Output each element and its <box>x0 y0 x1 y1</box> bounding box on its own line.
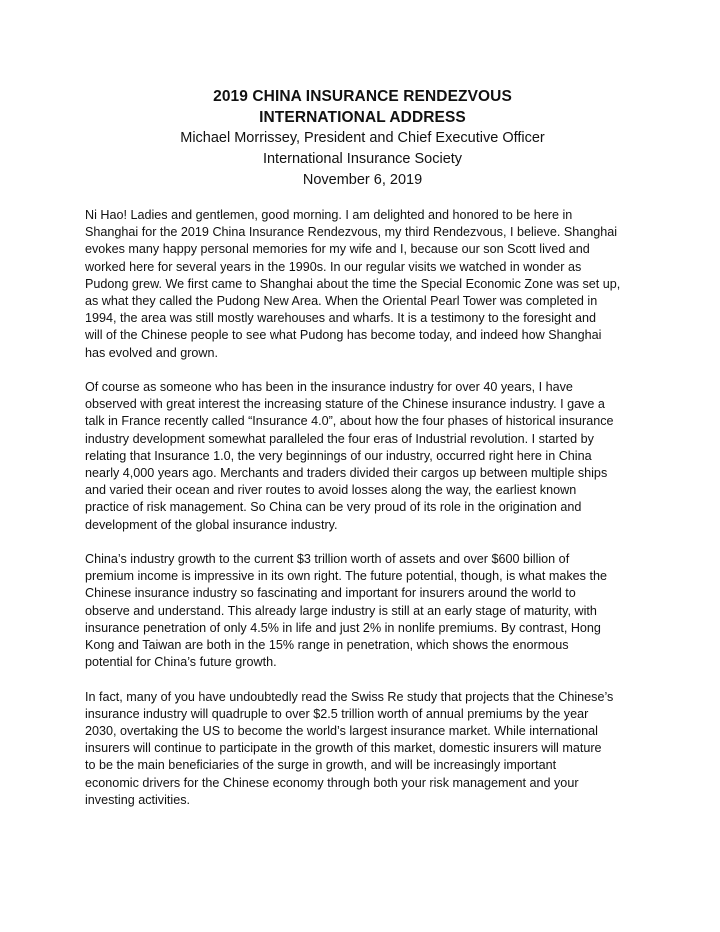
paragraph <box>85 379 640 534</box>
title-line-1: 2019 CHINA INSURANCE RENDEZVOUS <box>213 88 512 105</box>
paragraph <box>85 551 640 671</box>
paragraph-line: potential for China’s future growth. <box>85 655 277 670</box>
paragraph-line: In fact, many of you have undoubtedly read the Swiss Re study that projects that the Chinese’s <box>85 689 614 704</box>
paragraph-line: China’s industry growth to the current $3 trillion worth of assets and over $600 billion of <box>85 552 570 567</box>
paragraph-line: investing activities. <box>85 792 190 807</box>
paragraph-line: insurance industry will quadruple to over $2.5 trillion worth of annual premiums by the year <box>85 706 589 721</box>
speaker-line: Michael Morrissey, President and Chief Executive Officer <box>180 130 545 146</box>
paragraph-line: will of the Chinese people to see what Pudong has become today, and indeed how Shanghai <box>85 328 602 343</box>
paragraph-line: nearly 4,000 years ago. Merchants and traders divided their cargos up between multiple ships <box>85 466 608 481</box>
paragraph-line: insurers will continue to participate in the growth of this market, domestic insurers will mature <box>85 741 602 756</box>
paragraph <box>85 207 640 362</box>
paragraph-line: economic drivers for the Chinese economy through both your risk management and your <box>85 775 579 790</box>
paragraph-line: worked here for several years in the 1990s. In our regular visits we watched in wonder as <box>85 259 582 274</box>
document-header <box>85 86 640 191</box>
paragraph-line: talk in France recently called “Insurance 4.0”, about how the four phases of historical insurance <box>85 414 614 429</box>
paragraph-line: and varied their ocean and river routes to avoid losses along the way, the earliest known <box>85 483 577 498</box>
paragraph-line: as what they called the Pudong New Area. When the Oriental Pearl Tower was completed in <box>85 294 598 309</box>
paragraph-line: Of course as someone who has been in the insurance industry for over 40 years, I have <box>85 380 573 395</box>
paragraph-line: Shanghai for the 2019 China Insurance Rendezvous, my third Rendezvous, I believe. Shanghai <box>85 225 618 240</box>
paragraph-line: development of the global insurance industry. <box>85 517 338 532</box>
paragraph-line: premium income is impressive in its own right. The future potential, though, is what makes the <box>85 569 607 584</box>
paragraph-line: industry development somewhat paralleled the four eras of Industrial revolution. I started by <box>85 431 594 446</box>
paragraph-line: observed with great interest the increasing stature of the Chinese insurance industry. I gave a <box>85 397 605 412</box>
paragraph-line: observe and understand. This already large industry is still at an early stage of maturity, with <box>85 603 597 618</box>
paragraph-line: has evolved and grown. <box>85 345 219 360</box>
paragraph-line: Chinese insurance industry so fascinating and important for insurers around the world to <box>85 586 576 601</box>
paragraph-line: Pudong grew. We first came to Shanghai about the time the Special Economic Zone was set up, <box>85 276 621 291</box>
paragraph-line: Kong and Taiwan are both in the 15% range in penetration, which shows the enormous <box>85 638 569 653</box>
date-line: November 6, 2019 <box>302 172 423 188</box>
paragraph-line: to be the main beneficiaries of the surge in growth, and will be increasingly important <box>85 758 557 773</box>
paragraph <box>85 689 640 809</box>
paragraph-line: Ni Hao! Ladies and gentlemen, good morning. I am delighted and honored to be here in <box>85 208 573 222</box>
paragraph-line: evokes many happy personal memories for my wife and I, because our son Scott lived and <box>85 242 590 257</box>
title-line-2: INTERNATIONAL ADDRESS <box>259 109 466 126</box>
paragraph-line: insurance penetration of only 4.5% in life and just 2% in nonlife premiums. By contrast, Hong <box>85 620 601 635</box>
document-body <box>85 207 640 809</box>
paragraph-line: 1994, the area was still mostly warehouses and wharfs. It is a testimony to the foresight and <box>85 311 597 326</box>
organization-line: International Insurance Society <box>262 151 463 167</box>
paragraph-line: relating that Insurance 1.0, the very beginnings of our industry, occurred right here in China <box>85 448 592 463</box>
paragraph-line: practice of risk management. So China can be very proud of its role in the origination and <box>85 500 582 515</box>
paragraph-line: 2030, overtaking the US to become the world’s largest insurance market. While international <box>85 724 598 739</box>
